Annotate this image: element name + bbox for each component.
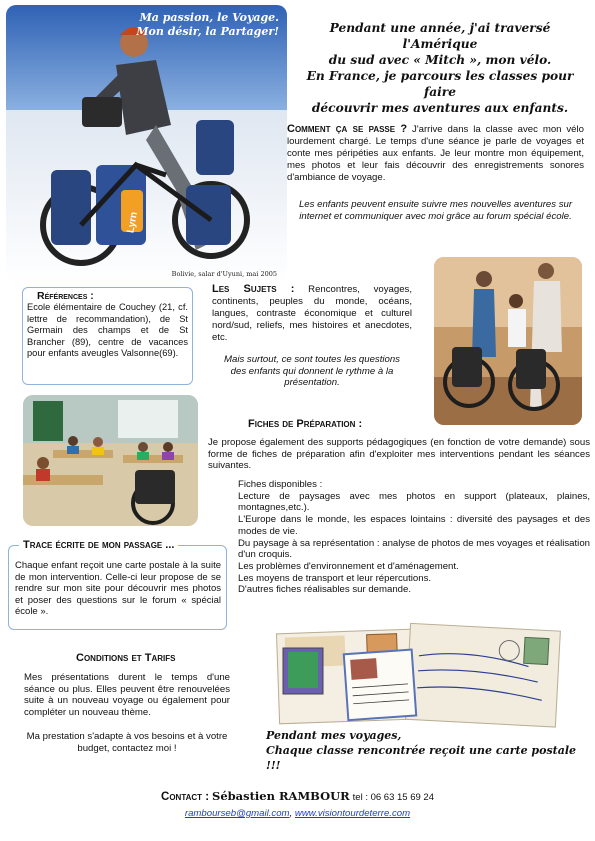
fiches-item: Lecture de paysages avec mes photos en support (plateaux, plaines, montagnes,etc.). — [238, 490, 590, 514]
postcards-caption — [266, 728, 586, 773]
fiches-heading: Fiches de Préparation : — [248, 418, 363, 430]
comment-heading: Comment ça se passe ? — [287, 123, 408, 135]
hero-caption: Bolivie, salar d'Uyuni, mai 2005 — [171, 270, 277, 278]
sujets-heading: Les Sujets : — [212, 283, 295, 295]
trace-body: Chaque enfant reçoit une carte postale à la suite de mon intervention. Celle-ci leur propose de se rendre sur mon site pour découvrir mes photos et poser des questions sur le forum « spécial école ». — [15, 560, 221, 618]
contact-label: Contact : — [161, 791, 210, 803]
fiches-item: Les moyens de transport et leur répercutions. — [238, 572, 432, 584]
trace-heading: Trace écrite de mon passage ... — [19, 539, 178, 551]
references-body: Ecole élémentaire de Couchey (21, cf. lettre de recommandation), de St Germain des champs et de St Brancher (89), centre de vacances pour enfants aveugles Valsonne(69). — [27, 302, 188, 359]
fiches-item: Du paysage à sa représentation : analyse de photos de mes voyages et réalisation d'un croquis. — [238, 537, 590, 561]
intro-text — [292, 20, 588, 116]
contact-tel: tel : 06 63 15 69 24 — [352, 792, 434, 803]
postcards-caption-line2: Chaque classe rencontrée reçoit une carte postale !!! — [266, 744, 577, 772]
contact-links — [0, 808, 595, 819]
classroom-photo — [23, 395, 198, 526]
fiches-intro: Je propose également des supports pédagogiques (en fonction de votre demande) sous forme de fiches de préparation afin d'exploiter mes interventions pendant les séances suivantes. — [208, 437, 590, 472]
conditions-body: Mes présentations durent le temps d'une séance ou plus. Elles peuvent être renouvelées suite à un nouveau voyage ou également pour compléter un nouveau thème. — [24, 672, 230, 719]
trace-box — [8, 539, 227, 630]
contact-name: Sébastien RAMBOUR — [212, 789, 350, 803]
conditions-heading: Conditions et Tarifs — [76, 652, 176, 664]
sujets-section — [212, 283, 412, 343]
sujets-italic: Mais surtout, ce sont toutes les questions des enfants qui donnent le rythme à la présentation. — [224, 354, 400, 389]
contact-line — [0, 789, 595, 803]
intro-line3: En France, je parcours les classes pour faire — [306, 69, 574, 99]
comment-italic: Les enfants peuvent ensuite suivre mes nouvelles aventures sur internet et communiquer avec moi grâce au forum spécial école. — [298, 199, 573, 222]
hero-overlay-line1: Ma passion, le Voyage. — [139, 11, 279, 24]
fiches-item: L'Europe dans le monde, les espaces lointains : diversité des paysages et des modes de vie. — [238, 514, 590, 537]
contact-separator: , — [289, 808, 293, 819]
hero-photo — [6, 5, 287, 283]
references-box — [22, 287, 193, 385]
references-heading: Références : — [37, 290, 94, 302]
children-in-classroom-image — [23, 395, 198, 526]
intro-line2: du sud avec « Mitch », mon vélo. — [328, 53, 552, 67]
hero-overlay-line2: Mon désir, la Partager! — [136, 25, 279, 38]
email-link[interactable]: rambourseb@gmail.com — [184, 808, 290, 819]
cyclist-on-salt-flat-image — [6, 5, 287, 283]
postcards-image — [268, 620, 568, 730]
website-link[interactable]: www.visiontourdeterre.com — [294, 808, 411, 819]
postcards-caption-line1: Pendant mes voyages, — [266, 729, 402, 742]
comment-body: J'arrive dans la classe avec mon vélo lourdement chargé. Le temps d'une séance je parle de voyages et conte mes péripéties aux enfants. Je leur montre mon équipement, mes photos et leur fais découvrir des enregistrements sonores d'ambiance de voyage. — [287, 124, 584, 183]
sujets-body: Rencontres, voyages, continents, peuples du monde, océans, langues, contraste économique et culturel nord/sud, reliefs, mes histoires et anecdotes, etc. — [212, 284, 412, 343]
conditions-tail: Ma prestation s'adapte à vos besoins et à votre budget, contactez moi ! — [26, 731, 228, 754]
fiches-list — [238, 479, 590, 596]
classroom-bike-photo — [434, 257, 582, 425]
comment-section — [287, 123, 584, 183]
intro-line1: Pendant une année, j'ai traversé l'Amérique — [329, 21, 551, 51]
fiches-item: Fiches disponibles : — [238, 479, 323, 490]
intro-line4: découvrir mes aventures aux enfants. — [311, 101, 569, 115]
students-with-bike-image — [434, 257, 582, 425]
fiches-item: Les problèmes d'environnement et d'aménagement. — [238, 560, 459, 572]
postcards-collage-icon — [268, 620, 568, 730]
hero-bag-text: Lyrn — [125, 211, 140, 234]
fiches-item: D'autres fiches réalisables sur demande. — [238, 584, 412, 596]
